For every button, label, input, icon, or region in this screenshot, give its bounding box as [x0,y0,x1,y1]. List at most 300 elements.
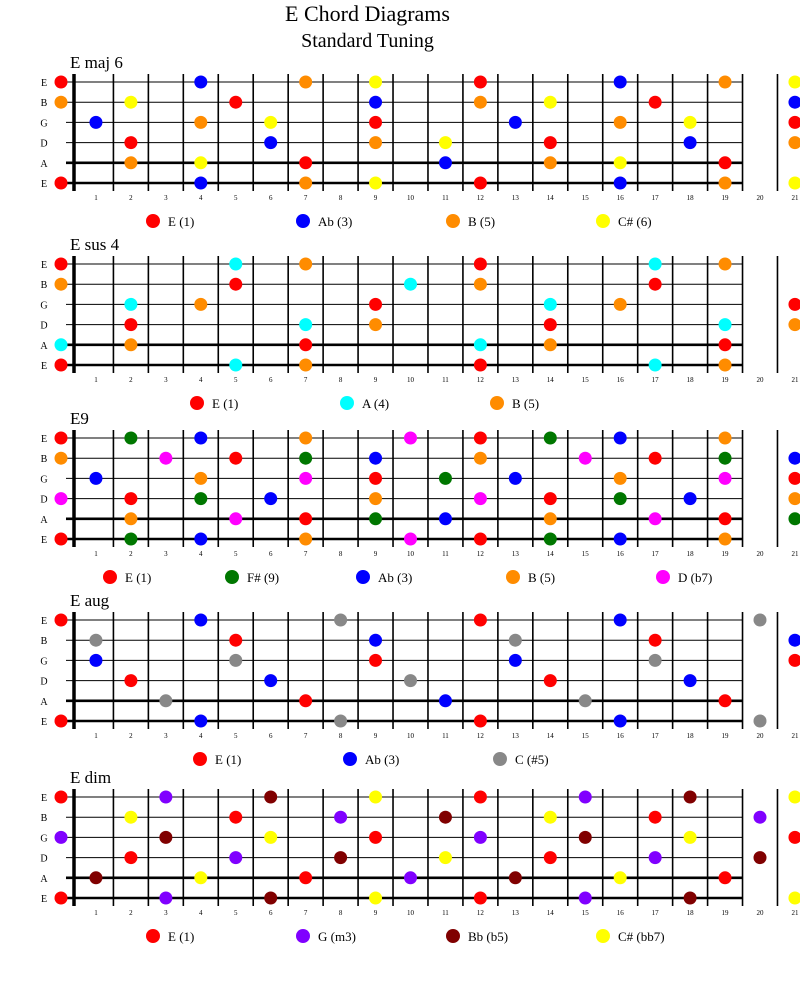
string-label: D [40,138,48,150]
fret-number: 5 [234,909,238,917]
legend-label: G (m3) [318,929,356,944]
note-dot [614,715,627,728]
note-dot [369,892,382,905]
note-dot [719,258,732,271]
note-dot [614,156,627,169]
note-dot [299,432,312,445]
note-dot [299,338,312,351]
note-dot [159,831,172,844]
fret-number: 7 [303,194,308,202]
legend-swatch [596,214,610,228]
note-dot [299,533,312,546]
string-label: B [40,280,48,292]
fret-number: 15 [581,550,589,558]
note-dot [334,715,347,728]
note-dot [684,892,697,905]
note-dot [55,177,68,190]
fret-number: 10 [407,909,414,917]
fret-number: 19 [721,909,729,917]
fret-number: 9 [373,550,378,558]
string-label: E [40,894,48,905]
string-label: E [40,361,48,372]
note-dot [299,359,312,372]
note-dot [229,634,242,647]
string-label: D [40,320,48,332]
note-dot [159,452,172,465]
note-dot [788,452,800,465]
fret-number: 8 [338,376,343,384]
note-dot [299,318,312,331]
note-dot [404,533,417,546]
note-dot [788,136,800,149]
note-dot [788,116,800,129]
note-dot [124,338,137,351]
note-dot [684,791,697,804]
fret-number: 20 [756,732,764,740]
legend-label: Ab (3) [378,570,413,585]
note-dot [124,811,137,824]
note-dot [55,258,68,271]
note-dot [474,96,487,109]
note-dot [788,654,800,667]
fret-number: 13 [511,550,519,558]
note-dot [369,96,382,109]
note-dot [614,76,627,89]
fret-number: 14 [546,732,554,740]
note-dot [194,76,207,89]
legend-label: D (b7) [678,570,713,585]
chord-diagram [40,591,800,767]
page-subtitle: Standard Tuning [301,30,434,52]
fret-number: 10 [407,194,414,202]
note-dot [194,472,207,485]
note-dot [369,76,382,89]
fret-number: 8 [338,909,343,917]
note-dot [788,512,800,525]
fret-number: 19 [721,550,729,558]
fret-number: 14 [546,909,554,917]
fret-number: 12 [476,732,484,740]
note-dot [439,694,452,707]
note-dot [788,298,800,311]
note-dot [544,96,557,109]
string-label: A [40,158,48,170]
string-label: E [40,179,48,190]
note-dot [474,278,487,291]
note-dot [229,96,242,109]
note-dot [299,871,312,884]
note-dot [649,359,662,372]
string-label: B [40,454,48,466]
fret-number: 14 [546,376,554,384]
fret-number: 18 [686,909,694,917]
note-dot [579,452,592,465]
note-dot [264,791,277,804]
fret-number: 17 [651,376,659,384]
fret-number: 12 [476,550,484,558]
legend-swatch [656,570,670,584]
fret-number: 2 [129,376,133,384]
legend-swatch [343,752,357,766]
legend-label: B (5) [528,570,556,585]
note-dot [124,156,137,169]
fret-number: 4 [199,550,203,558]
chord-diagram [40,409,800,585]
fret-number: 9 [373,732,378,740]
string-label: G [40,300,48,312]
note-dot [719,359,732,372]
string-label: D [40,853,48,865]
fret-number: 1 [94,376,98,384]
string-label: E [40,793,48,804]
fret-number: 4 [199,909,203,917]
legend-label: E (1) [168,214,195,229]
string-label: E [40,434,48,445]
note-dot [474,831,487,844]
string-label: G [40,474,48,486]
note-dot [719,871,732,884]
note-dot [544,811,557,824]
note-dot [55,892,68,905]
fret-number: 8 [338,550,343,558]
fret-number: 1 [94,732,98,740]
fret-number: 3 [164,909,168,917]
note-dot [474,432,487,445]
string-label: G [40,656,48,668]
legend-swatch [146,214,160,228]
note-dot [439,136,452,149]
note-dot [649,811,662,824]
note-dot [579,791,592,804]
fret-number: 3 [164,376,168,384]
note-dot [614,116,627,129]
legend-label: Ab (3) [365,752,400,767]
note-dot [229,654,242,667]
fret-number: 6 [268,376,273,384]
note-dot [649,512,662,525]
legend-swatch [446,214,460,228]
note-dot [719,177,732,190]
note-dot [159,791,172,804]
fret-number: 17 [651,194,659,202]
fret-number: 2 [129,732,133,740]
note-dot [719,76,732,89]
legend-swatch [146,929,160,943]
fret-number: 2 [129,194,133,202]
note-dot [474,76,487,89]
chord-title: E sus 4 [70,235,120,254]
note-dot [159,694,172,707]
legend-swatch [103,570,117,584]
note-dot [124,533,137,546]
note-dot [55,338,68,351]
note-dot [369,654,382,667]
note-dot [299,258,312,271]
fret-number: 9 [373,376,378,384]
legend-label: E (1) [168,929,195,944]
note-dot [299,76,312,89]
fret-number: 18 [686,376,694,384]
note-dot [474,791,487,804]
note-dot [264,136,277,149]
note-dot [614,871,627,884]
note-dot [264,116,277,129]
fret-number: 21 [791,194,799,202]
note-dot [299,472,312,485]
chord-diagram [40,768,800,944]
note-dot [299,156,312,169]
note-dot [299,694,312,707]
note-dot [614,177,627,190]
legend-label: Ab (3) [318,214,353,229]
note-dot [369,512,382,525]
fret-number: 9 [373,194,378,202]
note-dot [439,472,452,485]
string-label: D [40,676,48,688]
fret-number: 14 [546,550,554,558]
fret-number: 3 [164,550,168,558]
note-dot [55,715,68,728]
fret-number: 4 [199,732,203,740]
note-dot [614,492,627,505]
note-dot [369,177,382,190]
string-label: D [40,494,48,506]
fret-number: 17 [651,909,659,917]
note-dot [124,136,137,149]
note-dot [124,432,137,445]
note-dot [264,831,277,844]
note-dot [579,694,592,707]
note-dot [509,654,522,667]
fret-number: 13 [511,909,519,917]
fret-number: 2 [129,550,133,558]
note-dot [89,654,102,667]
note-dot [55,492,68,505]
fret-number: 4 [199,376,203,384]
note-dot [124,492,137,505]
note-dot [194,156,207,169]
chord-diagram [40,53,800,229]
fret-number: 10 [407,732,414,740]
string-label: B [40,813,48,825]
note-dot [614,298,627,311]
note-dot [369,492,382,505]
note-dot [544,674,557,687]
fret-number: 18 [686,732,694,740]
string-label: E [40,717,48,728]
fret-number: 2 [129,909,133,917]
note-dot [194,177,207,190]
note-dot [194,432,207,445]
note-dot [754,811,767,824]
note-dot [89,634,102,647]
string-label: A [40,514,48,526]
legend-label: E (1) [125,570,152,585]
note-dot [788,791,800,804]
fret-number: 5 [234,194,238,202]
legend-label: B (5) [468,214,496,229]
note-dot [649,258,662,271]
note-dot [544,851,557,864]
note-dot [544,136,557,149]
note-dot [194,715,207,728]
fret-number: 19 [721,376,729,384]
fret-number: 13 [511,376,519,384]
string-label: G [40,118,48,130]
note-dot [684,116,697,129]
note-dot [124,512,137,525]
legend-label: C# (6) [618,214,652,229]
fret-number: 6 [268,194,273,202]
note-dot [124,298,137,311]
note-dot [684,831,697,844]
fret-number: 12 [476,194,484,202]
note-dot [788,318,800,331]
note-dot [544,533,557,546]
fret-number: 7 [303,909,308,917]
note-dot [509,634,522,647]
note-dot [404,432,417,445]
note-dot [55,359,68,372]
note-dot [369,116,382,129]
note-dot [649,278,662,291]
note-dot [719,694,732,707]
legend-swatch [493,752,507,766]
note-dot [788,76,800,89]
note-dot [754,851,767,864]
fret-number: 5 [234,550,238,558]
note-dot [369,472,382,485]
note-dot [124,674,137,687]
legend-label: E (1) [212,396,239,411]
fret-number: 9 [373,909,378,917]
chord-title: E maj 6 [70,53,123,72]
note-dot [194,298,207,311]
note-dot [579,892,592,905]
fret-number: 18 [686,194,694,202]
fret-number: 13 [511,732,519,740]
string-label: E [40,78,48,89]
fret-number: 3 [164,732,168,740]
note-dot [229,811,242,824]
note-dot [194,871,207,884]
note-dot [754,715,767,728]
fret-number: 21 [791,550,799,558]
fret-number: 12 [476,376,484,384]
note-dot [124,318,137,331]
legend-swatch [296,214,310,228]
note-dot [719,472,732,485]
note-dot [334,811,347,824]
note-dot [439,512,452,525]
fret-number: 17 [651,550,659,558]
note-dot [264,892,277,905]
note-dot [55,533,68,546]
fret-number: 13 [511,194,519,202]
legend-label: C# (bb7) [618,929,665,944]
note-dot [55,831,68,844]
string-label: B [40,98,48,110]
note-dot [509,472,522,485]
note-dot [55,452,68,465]
legend-swatch [490,396,504,410]
note-dot [754,614,767,627]
fret-number: 15 [581,376,589,384]
note-dot [89,472,102,485]
note-dot [89,116,102,129]
note-dot [229,452,242,465]
note-dot [264,674,277,687]
legend-label: Bb (b5) [468,929,509,944]
legend-label: E (1) [215,752,242,767]
fret-number: 15 [581,909,589,917]
fret-number: 11 [442,194,449,202]
note-dot [614,432,627,445]
string-label: E [40,616,48,627]
note-dot [264,492,277,505]
note-dot [474,614,487,627]
note-dot [788,177,800,190]
note-dot [474,533,487,546]
note-dot [649,634,662,647]
note-dot [55,76,68,89]
note-dot [299,512,312,525]
note-dot [474,715,487,728]
note-dot [649,851,662,864]
fret-number: 8 [338,194,343,202]
note-dot [439,851,452,864]
fret-number: 5 [234,376,238,384]
legend-label: C (#5) [515,752,549,767]
fret-number: 16 [616,550,624,558]
fret-number: 18 [686,550,694,558]
fret-number: 14 [546,194,554,202]
legend-swatch [190,396,204,410]
fret-number: 1 [94,909,98,917]
legend-swatch [296,929,310,943]
note-dot [299,452,312,465]
note-dot [719,156,732,169]
fret-number: 4 [199,194,203,202]
note-dot [89,871,102,884]
fret-number: 6 [268,550,273,558]
note-dot [649,452,662,465]
fret-number: 1 [94,194,98,202]
note-dot [719,452,732,465]
note-dot [474,452,487,465]
note-dot [719,533,732,546]
note-dot [369,791,382,804]
fret-number: 7 [303,376,308,384]
fret-number: 16 [616,376,624,384]
note-dot [229,278,242,291]
note-dot [334,851,347,864]
string-label: A [40,696,48,708]
fret-number: 10 [407,550,414,558]
chord-diagram [40,235,800,411]
note-dot [439,811,452,824]
legend-label: B (5) [512,396,540,411]
fret-number: 11 [442,909,449,917]
legend-swatch [193,752,207,766]
note-dot [474,492,487,505]
fret-number: 8 [338,732,343,740]
note-dot [719,338,732,351]
fret-number: 19 [721,194,729,202]
note-dot [579,831,592,844]
legend-label: F# (9) [247,570,280,585]
page-title: E Chord Diagrams [285,1,450,26]
